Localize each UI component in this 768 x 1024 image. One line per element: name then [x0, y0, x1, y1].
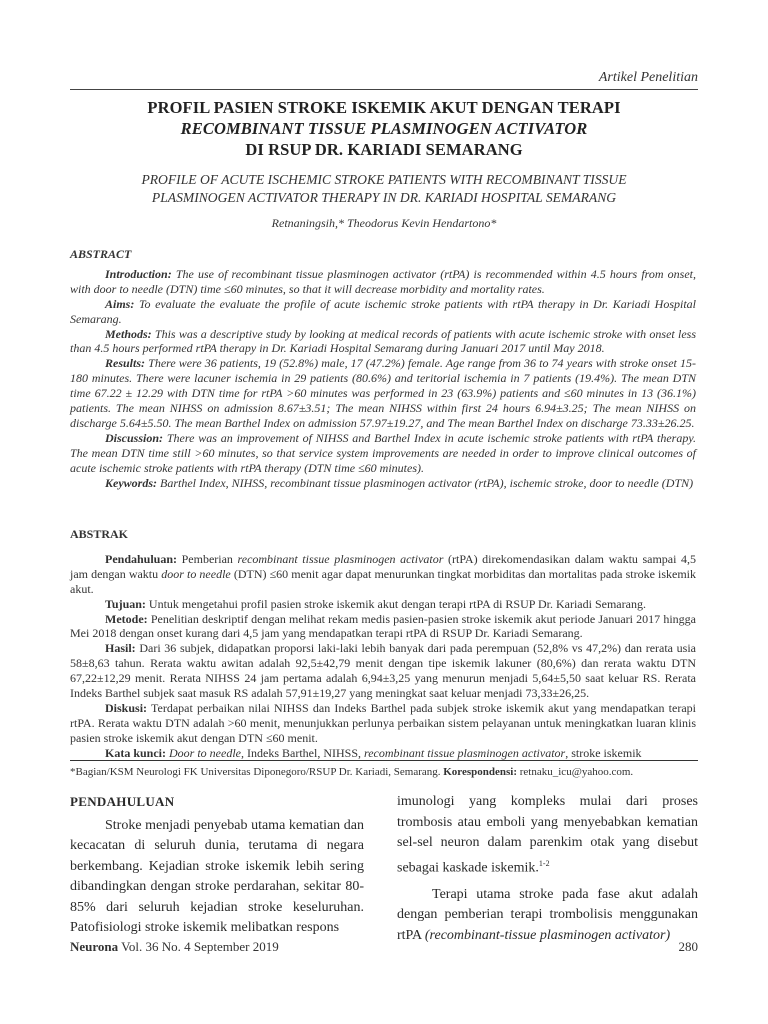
abstract-heading: ABSTRACT	[70, 247, 132, 261]
header-rule	[70, 89, 698, 90]
journal-citation: Neurona Vol. 36 No. 4 September 2019	[70, 939, 279, 954]
abstract-keywords: Keywords: Barthel Index, NIHSS, recombinant tissue plasminogen activator (rtPA), ischemic stroke, door to needle (DTN)	[105, 475, 694, 490]
affiliation-footnote: *Bagian/KSM Neurologi FK Universitas Diponegoro/RSUP Dr. Kariadi, Semarang. Korespondensi: retnaku_icu@yahoo.com.	[70, 766, 634, 778]
body-paragraph: Stroke menjadi penyebab utama kematian dan kecacatan di seluruh dunia, terutama di negara berkembang. Kejadian stroke iskemik lebih sering dibandingkan dengan stroke perdarahan, sekitar 80-85% dari seluruh kejadian stroke keseluruhan. Patofisiologi stroke iskemik melibatkan respons	[70, 817, 364, 935]
title-line-1: PROFIL PASIEN STROKE ISKEMIK AKUT DENGAN TERAPI	[147, 98, 621, 117]
body-paragraph: imunologi yang kompleks mulai dari proses trombosis atau emboli yang menyebabkan kematian sel-sel neuron dalam parenkim otak yang disebut sebagai kaskade iskemik.$^{1-2}$	[397, 794, 698, 876]
english-title-line-1: PROFILE OF ACUTE ISCHEMIC STROKE PATIENTS WITH RECOMBINANT TISSUE	[141, 172, 627, 187]
abstrak-pendahuluan: Pendahuluan: Pemberian recombinant tissue plasminogen activator (rtPA) direkomendasikan dalam waktu sampai 4,5 jam dengan waktu door to needle (DTN) ≤60 menit agar dapat menurunkan tingkat morbiditas dan mortalitas pada stroke iskemik akut.	[70, 551, 697, 596]
abstract-methods: Methods: This was a descriptive study by looking at medical records of patients with acute ischemic stroke with onset less than 4.5 hours performed rtPA therapy in Dr. Kariadi Hospital Semarang during Januari 2017 until May 2018.	[70, 326, 696, 356]
abstract-aims: Aims: To evaluate the evaluate the profile of acute ischemic stroke patients with rtPA therapy in Dr. Kariadi Hospital Semarang.	[70, 296, 697, 326]
body-column-right	[397, 792, 698, 946]
title-line-3: DI RSUP DR. KARIADI SEMARANG	[245, 140, 523, 159]
title-line-2: RECOMBINANT TISSUE PLASMINOGEN ACTIVATOR	[180, 119, 588, 138]
english-title	[70, 171, 698, 206]
abstract-discussion: Discussion: There was an improvement of NIHSS and Barthel Index in acute ischemic stroke patients with rtPA therapy. The mean DTN time still >60 minutes, so that service system improvements are needed in order to improve clinical outcomes of acute ischemic stroke patients with rtPA therapy (DTN time ≤60 minutes).	[70, 430, 697, 475]
abstrak-kata-kunci: Kata kunci: Door to needle, Indeks Barthel, NIHSS, recombinant tissue plasminogen activator, stroke iskemik	[105, 745, 642, 760]
correspondence-email: retnaku_icu@yahoo.com.	[519, 766, 634, 778]
abstrak-metode: Metode: Penelitian deskriptif dengan melihat rekam medis pasien-pasien stroke iskemik akut periode Januari 2017 hingga Mei 2018 dengan onset kurang dari 4,5 jam yang mendapatkan terapi rtPA di RSUP Dr. Kariadi Semarang.	[70, 611, 697, 641]
author-list: Retnaningsih,* Theodorus Kevin Hendartono*	[271, 216, 497, 230]
body-column-left	[70, 792, 364, 939]
abstrak-hasil: Hasil: Dari 36 subjek, didapatkan proporsi laki-laki lebih banyak dari pada perempuan (52,8% vs 47,2%) dan rerata usia 58±8,63 tahun. Rerata waktu awitan adalah 92,5±42,79 menit dengan tipe iskemik lakuner (80,6%) dan rerata waktu DTN 67,22±12,29 menit. Rerata NIHSS 24 jam pertama adalah 6,94±3,25 yang menurun menjadi 5,64±5,50 saat keluar RS. Rerata Indeks Barthel subjek saat masuk RS adalah 57,91±19,27 yang meningkat saat keluar menjadi 73,33±26,25.	[70, 641, 696, 701]
footnote-rule	[70, 760, 698, 761]
body-paragraph: Terapi utama stroke pada fase akut adalah dengan pemberian terapi trombolisis menggunakan rtPA (recombinant-tissue plasminogen activator)	[397, 886, 698, 943]
section-heading-pendahuluan: PENDAHULUAN	[70, 794, 175, 809]
article-type-label: Artikel Penelitian	[598, 70, 698, 85]
abstract-english	[70, 247, 696, 491]
abstrak-heading: ABSTRAK	[70, 527, 129, 541]
abstract-results: Results: There were 36 patients, 19 (52.8%) male, 17 (47.2%) female. Age range from 36 to 74 years with stroke onset 15-180 minutes. There were lacuner ischemia in 29 patients (80.6%) and teritorial ischemia in 7 patients (19.4%). The mean DTN time 67.22 ± 12.29 with DTN time for rtPA >60 minutes was performed in 23 (63.9%) patients and ≤60 minutes in 13 (36.1%) patients. The mean NIHSS on admission 8.67±3.51; The mean NIHSS within first 24 hours 6.94±3.25; The mean NIHSS on discharge 5.64±5.50. The mean Barthel Index on admission 57.97±19.27, and The mean Barthel Index on discharge 73.33±26.25.	[70, 356, 697, 430]
abstract-introduction: Introduction: The use of recombinant tissue plasminogen activator (rtPA) is recommended within 4.5 hours from onset, with door to needle (DTN) time ≤60 minutes, so that it will decrease morbidity and mortality rates.	[70, 266, 697, 296]
article-title	[70, 97, 698, 160]
page-number: 280	[678, 939, 698, 954]
abstract-indonesian	[70, 527, 696, 761]
abstrak-tujuan: Tujuan: Untuk mengetahui profil pasien stroke iskemik akut dengan terapi rtPA di RSUP Dr. Kariadi Semarang.	[105, 596, 646, 611]
english-title-line-2: PLASMINOGEN ACTIVATOR THERAPY IN DR. KARIADI HOSPITAL SEMARANG	[151, 189, 617, 205]
citation-ref: 1-2	[538, 858, 550, 868]
abstrak-diskusi: Diskusi: Terdapat perbaikan nilai NIHSS dan Indeks Barthel pada subjek stroke iskemik akut yang mendapatkan terapi rtPA. Rerata waktu DTN adalah >60 menit, menunjukkan perlunya perbaikan sistem pelayanan untuk meningkatkan luaran klinis pasien stroke iskemik akut dengan DTN ≤60 menit.	[70, 700, 696, 745]
